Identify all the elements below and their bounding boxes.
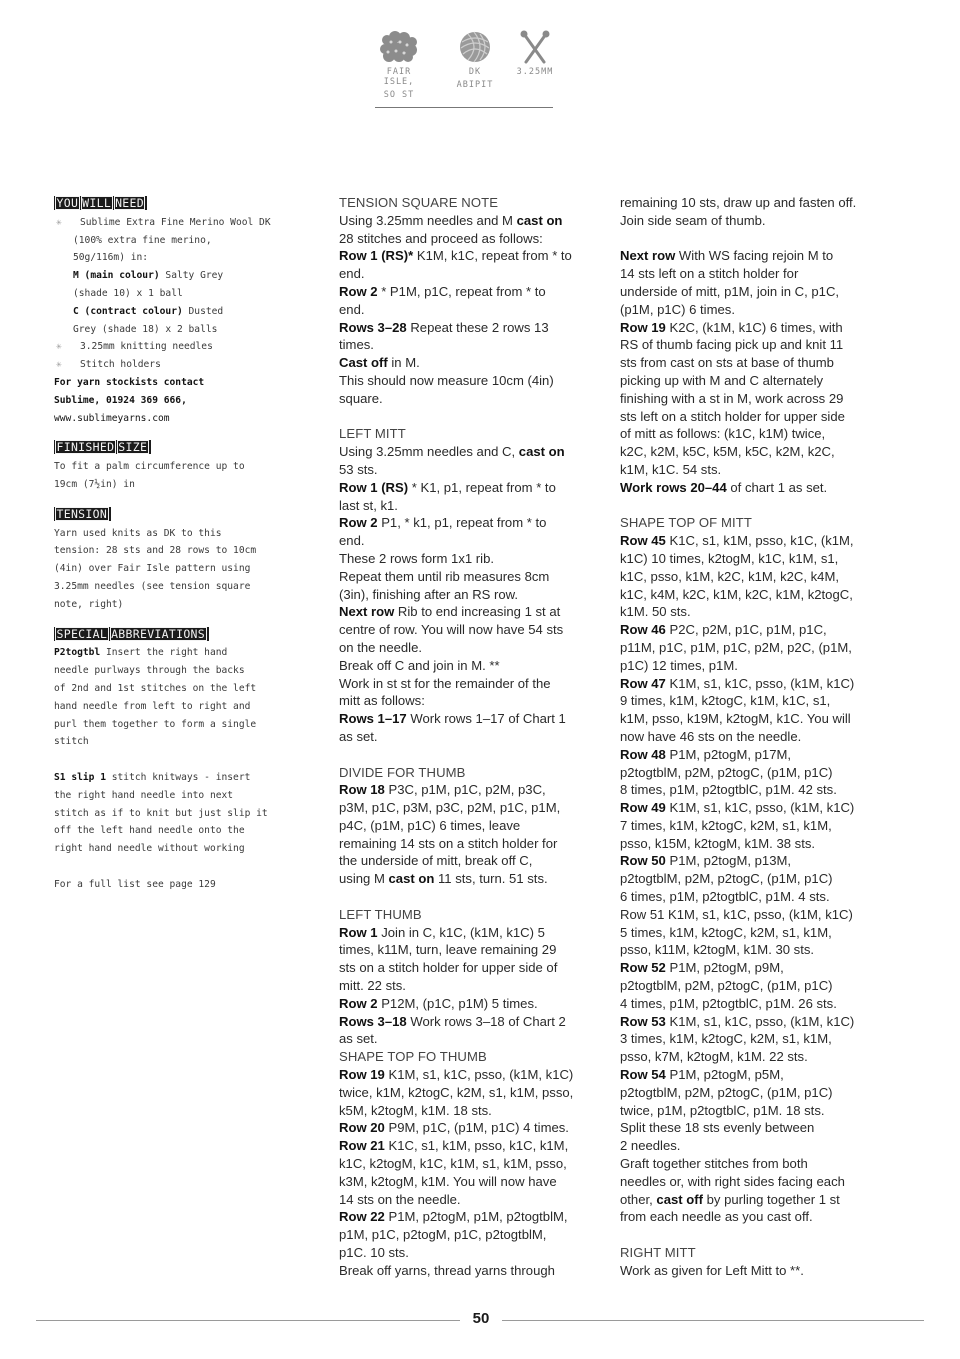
header-divider [375,107,553,108]
s1-line: stitch as if to knit but just slip it [54,807,268,819]
finished-size-text: 19cm (7½in) in [54,478,135,490]
stockists-url[interactable]: www.sublimeyarns.com [54,412,170,424]
text-line: (p1M, p1C) 6 times. [620,301,735,317]
text-line: sts from cast on sts at base of thumb [620,355,834,371]
text-line: picking up with M and C alternately [620,372,824,388]
p2togtbl-line: stitch [54,736,89,748]
text-line: k5M, k2togM, k1M. 18 sts. [339,1102,492,1118]
text-line: as set. [339,728,378,744]
yarn-ball-icon [458,30,492,64]
text-line: Row 22 P1M, p2togM, p1M, p2togtblM, [339,1209,568,1225]
holders-item: ✳ Stitch holders [54,356,294,374]
s1-line: the right hand needle into next [54,789,234,801]
text-line: sts on a stitch holder for upper side of [339,960,558,976]
text-line: end. [339,301,365,317]
text-line: Work as given for Left Mitt to **. [620,1262,804,1278]
text-line: k1M. 50 sts. [620,604,691,620]
text-line: 8 times, p1M, p2togtblC, p1M. 42 sts. [620,782,837,798]
special-abbreviations-heading: SPECIAL ABBREVIATIONS [54,627,209,641]
text-line: k1M, k1C. 54 sts. [620,461,722,477]
text-line: Work in st st for the remainder of the [339,675,551,691]
pattern-column-right [620,194,880,1280]
text-line: These 2 rows form 1x1 rib. [339,550,494,566]
text-line: Rows 1–17 Work rows 1–17 of Chart 1 [339,711,566,727]
text-line: Row 54 P1M, p2togM, p5M, [620,1067,784,1083]
text-line: 3 times, k1M, k2togC, k2M, s1, k1M, [620,1031,832,1047]
text-line: Row 1 (RS)* K1M, k1C, repeat from * to [339,248,572,264]
tension-text: Yarn used knits as DK to this [54,527,222,539]
text-line: mitt. 22 sts. [339,978,406,994]
text-line: Rows 3–18 Work rows 3–18 of Chart 2 [339,1013,566,1029]
left-mitt-heading: LEFT MITT [339,426,406,442]
asterisk-icon: ✳ [56,216,62,228]
shape-thumb-heading: SHAPE TOP FO THUMB [339,1049,487,1065]
text-line: end. [339,533,365,549]
text-line: 9 times, k1M, k2togC, k1M, k1C, s1, [620,693,831,709]
main-colour-shade: (shade 10) x 1 ball [73,287,183,299]
text-line: needles or, with right sides facing each [620,1173,845,1189]
text-line: k1M, psso, k19M, k2togM, k1C. You will [620,711,851,727]
text-line: p2togtblM, p2M, p2togC, (p1M, p1C) [620,871,833,887]
needle-size-label: 3.25MM [516,67,554,77]
text-line: Row 18 P3C, p1M, p1C, p2M, p3C, [339,782,546,798]
text-line: Row 51 K1M, s1, k1C, psso, (k1M, k1C) [620,906,853,922]
text-line: p3M, p1C, p3M, p3C, p2M, p1C, p1M, [339,800,561,816]
text-line: Repeat them until rib measures 8cm [339,568,550,584]
text-line: end. [339,266,365,282]
text-line: twice, p1M, p2togtblC, p1M. 18 sts. [620,1102,825,1118]
needles-item: ✳ 3.25mm knitting needles [54,338,294,356]
text-line: 4 times, p1M, p2togtblC, p1M. 26 sts. [620,995,837,1011]
text-line: Graft together stitches from both [620,1156,808,1172]
text-line: k1C, k2togM, k1C, k1M, s1, k1M, psso, [339,1156,567,1172]
materials-column [54,196,294,893]
text-line: 53 sts. [339,461,378,477]
page-number: 50 [472,1310,490,1327]
text-line: mitt as follows: [339,693,425,709]
text-line: Row 49 K1M, s1, k1C, psso, (k1M, k1C) [620,800,855,816]
text-line: Break off yarns, thread yarns through [339,1262,555,1278]
tension-square-heading: TENSION SQUARE NOTE [339,195,499,210]
yarn-item-line: 50g/116m) in: [73,252,149,264]
main-colour-line: M (main colour) Salty Grey [73,270,224,282]
text-line: Split these 18 sts evenly between [620,1120,815,1136]
text-line: times. [339,337,374,353]
tension-text: 3.25mm needles (see tension square [54,580,251,592]
fair-isle-icon [379,30,419,64]
text-line: Work rows 20–44 of chart 1 as set. [620,479,828,495]
pattern-column-middle [339,194,599,1280]
text-line: centre of row. You will now have 54 sts [339,622,564,638]
text-line: k2C, k2M, k5C, k5M, k5C, k2M, k2C, [620,444,835,460]
fair-isle-label-2: SO ST [383,90,415,100]
yarn-ball-icon-group [445,30,505,90]
text-line: 2 needles. [620,1138,681,1154]
text-line: using M cast on 11 sts, turn. 51 sts. [339,871,548,887]
footer-rule-right [502,1320,924,1321]
text-line: k1C, psso, k1M, k2C, k1M, k2C, k4M, [620,568,840,584]
asterisk-icon: ✳ [56,341,62,353]
text-line: psso, k7M, k2togM, k1M. 22 sts. [620,1049,808,1065]
text-line: Row 2 P12M, (p1C, p1M) 5 times. [339,995,538,1011]
p2togtbl-line: of 2nd and 1st stitches on the left [54,682,257,694]
text-line: Row 21 K1C, s1, k1M, psso, k1C, k1M, [339,1138,569,1154]
text-line: p4C, (p1M, p1C) 6 times, leave [339,817,521,833]
text-line: sts left on a stitch holder for upper side [620,408,845,424]
text-line: Row 2 * P1M, p1C, repeat from * to [339,283,546,299]
text-line: p1C) 12 times, p1M. [620,657,738,673]
finished-size-text: To fit a palm circumference up to [54,461,245,473]
stockists-line: For yarn stockists contact [54,376,205,388]
yarn-weight-label: DK [468,67,482,77]
text-line: from each needle as you cast off. [620,1209,813,1225]
p2togtbl-line: hand needle from left to right and [54,700,251,712]
text-line: p2togtblM, p2M, p2togC, (p1M, p1C) [620,1084,833,1100]
text-line: square. [339,390,383,406]
text-line: This should now measure 10cm (4in) [339,372,554,388]
text-line: Row 48 P1M, p2togM, p17M, [620,746,792,762]
p2togtbl-definition: P2togtbl Insert the right hand [54,647,228,659]
text-line: Row 20 P9M, p1C, (p1M, p1C) 4 times. [339,1120,569,1136]
header-icons [365,30,560,110]
s1-line: off the left hand needle onto the [54,825,245,837]
yarn-weight-label-2: ABIPIT [456,80,494,90]
text-line: psso, k15M, k2togM, k1M. 38 sts. [620,835,816,851]
tension-text: note, right) [54,598,124,610]
p2togtbl-line: needle purlways through the backs [54,665,245,677]
text-line: p2togtblM, p2M, p2togC, (p1M, p1C) [620,764,833,780]
text-line: k3M, k2togM, k1M. You will now have [339,1173,557,1189]
text-line: times, k11M, turn, leave remaining 29 [339,942,557,958]
tension-text: (4in) over Fair Isle pattern using [54,563,251,575]
text-line: Row 47 K1M, s1, k1C, psso, (k1M, k1C) [620,675,855,691]
contrast-colour-shade: Grey (shade 18) x 2 balls [73,323,218,335]
text-line: of mitt as follows: (k1C, k1M) twice, [620,426,826,442]
text-line: 28 stitches and proceed as follows: [339,230,543,246]
text-line: Row 50 P1M, p2togM, p13M, [620,853,792,869]
text-line: p1C. 10 sts. [339,1245,409,1261]
left-thumb-heading: LEFT THUMB [339,906,422,922]
asterisk-icon: ✳ [56,359,62,371]
text-line: Row 1 (RS) * K1, p1, repeat from * to [339,479,556,495]
yarn-item: ✳ Sublime Extra Fine Merino Wool DK [54,214,294,232]
text-line: Row 1 Join in C, k1C, (k1M, k1C) 5 [339,924,545,940]
full-list-note: For a full list see page 129 [54,878,216,890]
text-line: RS of thumb facing pick up and knit 11 [620,337,844,353]
text-line: k1C, k4M, k2C, k1M, k2C, k1M, k2togC, [620,586,853,602]
needles-icon [518,30,552,64]
text-line: Join side seam of thumb. [620,212,766,228]
text-line: on the needle. [339,639,422,655]
text-line: Next row Rib to end increasing 1 st at [339,604,561,620]
text-line: remaining 10 sts, draw up and fasten off. [620,195,857,210]
tension-text: tension: 28 sts and 28 rows to 10cm [54,545,257,557]
text-line: other, cast off by purling together 1 st [620,1191,840,1207]
text-line: p11M, p1C, p1M, p1C, p2M, p2C, (p1M, [620,639,852,655]
tension-heading: TENSION [54,507,111,521]
text-line: 14 sts on the needle. [339,1191,461,1207]
text-line: twice, k1M, k2togC, k2M, s1, k1M, psso, [339,1084,574,1100]
text-line: Rows 3–28 Repeat these 2 rows 13 [339,319,549,335]
text-line: last st, k1. [339,497,398,513]
fair-isle-icon-group [369,30,429,100]
text-line: as set. [339,1031,378,1047]
text-line: finishing with a st in M, work across 29 [620,390,844,406]
text-line: remaining 14 sts on a stitch holder for [339,835,558,851]
text-line: Row 53 K1M, s1, k1C, psso, (k1M, k1C) [620,1013,855,1029]
text-line: Using 3.25mm needles and M cast on [339,212,563,228]
text-line: Break off C and join in M. ** [339,657,500,673]
fair-isle-label: FAIR ISLE, [383,67,415,87]
text-line: 14 sts left on a stitch holder for [620,266,799,282]
s1-line: right hand needle without working [54,843,245,855]
text-line: Row 52 P1M, p2togM, p9M, [620,960,784,976]
text-line: 5 times, k1M, k2togC, k2M, s1, k1M, [620,924,832,940]
text-line: Row 2 P1, * k1, p1, repeat from * to [339,515,547,531]
text-line: Using 3.25mm needles and C, cast on [339,444,565,460]
text-line: (3in), finishing after an RS row. [339,586,519,602]
text-line: psso, k11M, k2togM, k1M. 30 sts. [620,942,815,958]
text-line: Cast off in M. [339,355,420,371]
text-line: Row 46 P2C, p2M, p1C, p1M, p1C, [620,622,827,638]
shape-top-mitt-heading: SHAPE TOP OF MITT [620,515,752,531]
divide-thumb-heading: DIVIDE FOR THUMB [339,764,466,780]
footer-rule-left [36,1320,460,1321]
p2togtbl-line: purl them together to form a single [54,718,257,730]
text-line: Row 19 K2C, (k1M, k1C) 6 times, with [620,319,843,335]
yarn-item-line: (100% extra fine merino, [73,234,212,246]
finished-size-heading: FINISHED SIZE [54,440,151,454]
stockists-phone: Sublime, 01924 369 666, [54,394,187,406]
text-line: Row 19 K1M, s1, k1C, psso, (k1M, k1C) [339,1067,574,1083]
contrast-colour-line: C (contract colour) Dusted [73,305,224,317]
text-line: Row 45 K1C, s1, k1M, psso, k1C, (k1M, [620,533,854,549]
text-line: 6 times, p1M, p2togtblC, p1M. 4 sts. [620,889,830,905]
text-line: the underside of mitt, break off C, [339,853,533,869]
text-line: 7 times, k1M, k2togC, k2M, s1, k1M, [620,817,832,833]
right-mitt-heading: RIGHT MITT [620,1245,696,1261]
text-line: Next row With WS facing rejoin M to [620,248,834,264]
text-line: p2togtblM, p2M, p2togC, (p1M, p1C) [620,978,833,994]
text-line: underside of mitt, p1M, join in C, p1C, [620,283,840,299]
needles-icon-group [505,30,565,77]
you-will-need-heading: YOU WILL NEED [54,196,147,210]
s1-definition: S1 slip 1 stitch knitways - insert [54,771,251,783]
text-line: p1M, p1C, p2togM, p1C, p2togtblM, [339,1227,547,1243]
text-line: k1C) 10 times, k2togM, k1C, k1M, s1, [620,550,839,566]
text-line: now have 46 sts on the needle. [620,728,802,744]
